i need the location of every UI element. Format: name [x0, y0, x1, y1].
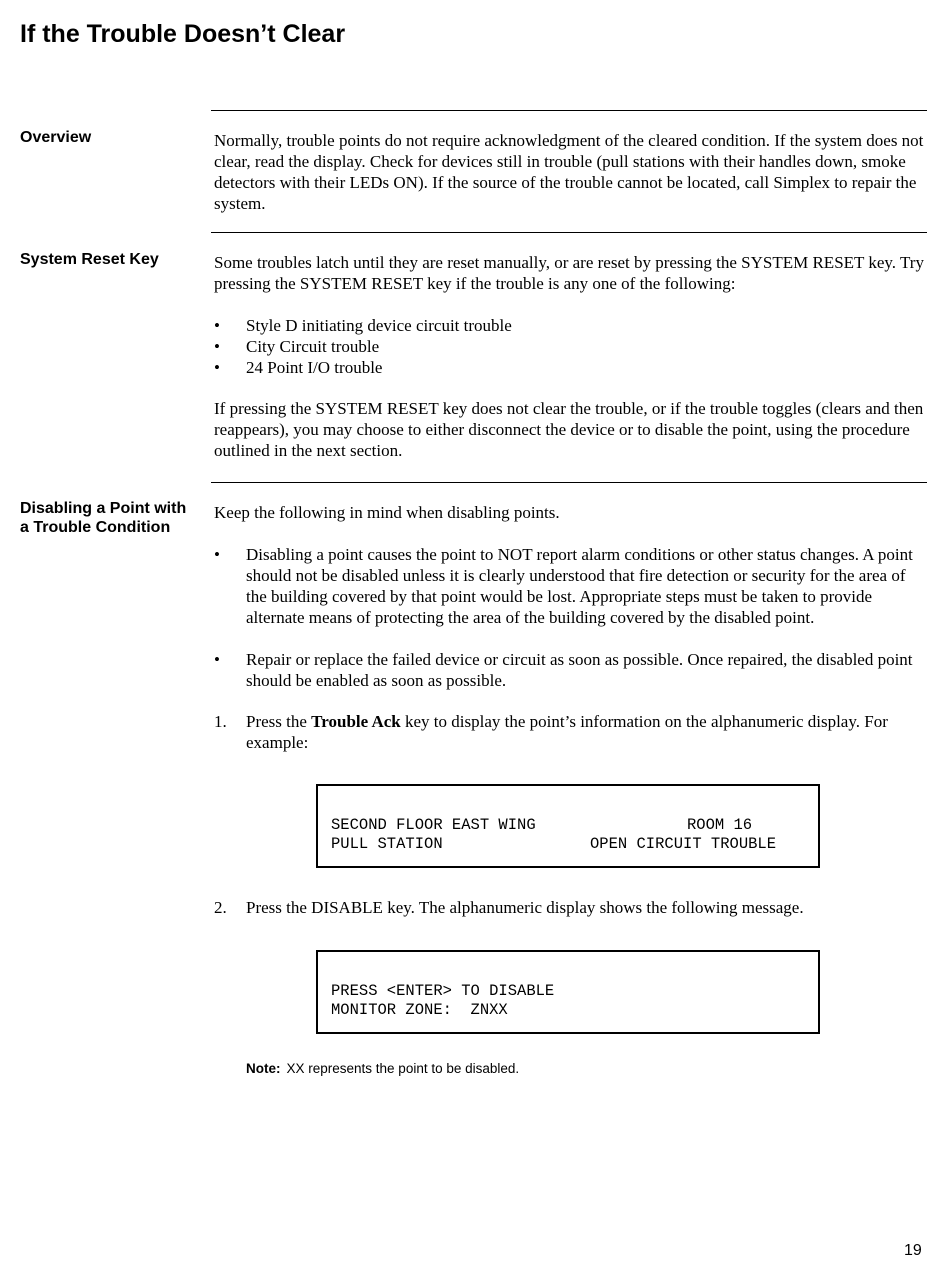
display-line-1-right: ROOM 16: [687, 816, 753, 834]
step-1: [214, 711, 926, 753]
alphanumeric-display-disable: [316, 950, 820, 1034]
section-divider: [211, 110, 927, 111]
bullet-icon: •: [214, 650, 220, 669]
step-2-container: [214, 897, 926, 918]
system-reset-heading: System Reset Key: [20, 251, 159, 268]
list-item: [214, 544, 926, 628]
step-text: Press the: [246, 712, 312, 731]
display-line-1-left: SECOND FLOOR EAST WING: [331, 816, 536, 834]
step-number: 1.: [214, 712, 227, 731]
system-reset-intro: Some troubles latch until they are reset manually, or are reset by pressing the SYSTEM RESET key. Try pressing the SYSTEM RESET key if the trouble is any one of the following:: [214, 253, 924, 293]
list-item: [214, 357, 926, 378]
display-line-2: MONITOR ZONE: ZNXX: [331, 1001, 508, 1019]
disabling-heading: Disabling a Point with a Trouble Condition: [20, 500, 187, 536]
page-title: If the Trouble Doesn’t Clear: [20, 20, 346, 48]
disabling-intro: Keep the following in mind when disabling points.: [214, 503, 560, 522]
bullet-icon: •: [214, 337, 220, 356]
list-item: [214, 336, 926, 357]
note: [246, 1061, 519, 1076]
alphanumeric-display-example: [316, 784, 820, 868]
disabling-guidelines-list: [214, 544, 926, 691]
section-divider: [211, 232, 927, 233]
overview-paragraph: Normally, trouble points do not require acknowledgment of the cleared condition. If the system does not clear, read the display. Check for devices still in trouble (pull stations with their handles down, smoke detectors with their LEDs ON). If the source of the trouble cannot be located, call Simplex to repair the system.: [214, 131, 924, 213]
note-label: Note:: [246, 1061, 281, 1076]
display-line-2-left: PULL STATION: [331, 835, 443, 853]
note-text: XX represents the point to be disabled.: [286, 1061, 520, 1076]
step-text: key to display the point’s information on the alphanumeric display. For example:: [246, 712, 888, 752]
overview-heading: Overview: [20, 129, 92, 146]
list-item: [214, 315, 926, 336]
step-2: [214, 897, 926, 918]
list-item-text: Style D initiating device circuit trouble: [246, 316, 512, 335]
step-number: 2.: [214, 898, 227, 917]
list-item-text: Disabling a point causes the point to NOT report alarm conditions or other status changes. A point should not be disabled unless it is clearly understood that fire detection or security for the area of the building covered by that point would be lost. Appropriate steps must be taken to provide alternate means of protecting the area of the building covered by the disabled point.: [246, 545, 913, 627]
section-divider: [211, 482, 927, 483]
step-text: Press the DISABLE key. The alphanumeric display shows the following message.: [246, 898, 804, 917]
disabling-body: [214, 502, 926, 753]
bullet-icon: •: [214, 316, 220, 335]
page-number: 19: [904, 1242, 922, 1259]
list-item-text: Repair or replace the failed device or circuit as soon as possible. Once repaired, the disabled point should be enabled as soon as possible.: [246, 650, 913, 690]
display-line-1: PRESS <ENTER> TO DISABLE: [331, 982, 555, 1000]
list-item-text: City Circuit trouble: [246, 337, 380, 356]
system-reset-outro: If pressing the SYSTEM RESET key does not clear the trouble, or if the trouble toggles (clears and then reappears), you may choose to either disconnect the device or to disable the point, using the procedure outlined in the next section.: [214, 399, 924, 460]
list-item: [214, 649, 926, 691]
display-line-2-right: OPEN CIRCUIT TROUBLE: [590, 835, 777, 853]
bullet-icon: •: [214, 545, 220, 564]
trouble-ack-key-label: Trouble Ack: [311, 712, 401, 731]
list-item-text: 24 Point I/O trouble: [246, 358, 383, 377]
bullet-icon: •: [214, 358, 220, 377]
reset-trouble-list: [214, 315, 926, 378]
overview-body: [214, 130, 926, 214]
system-reset-body: [214, 252, 926, 461]
